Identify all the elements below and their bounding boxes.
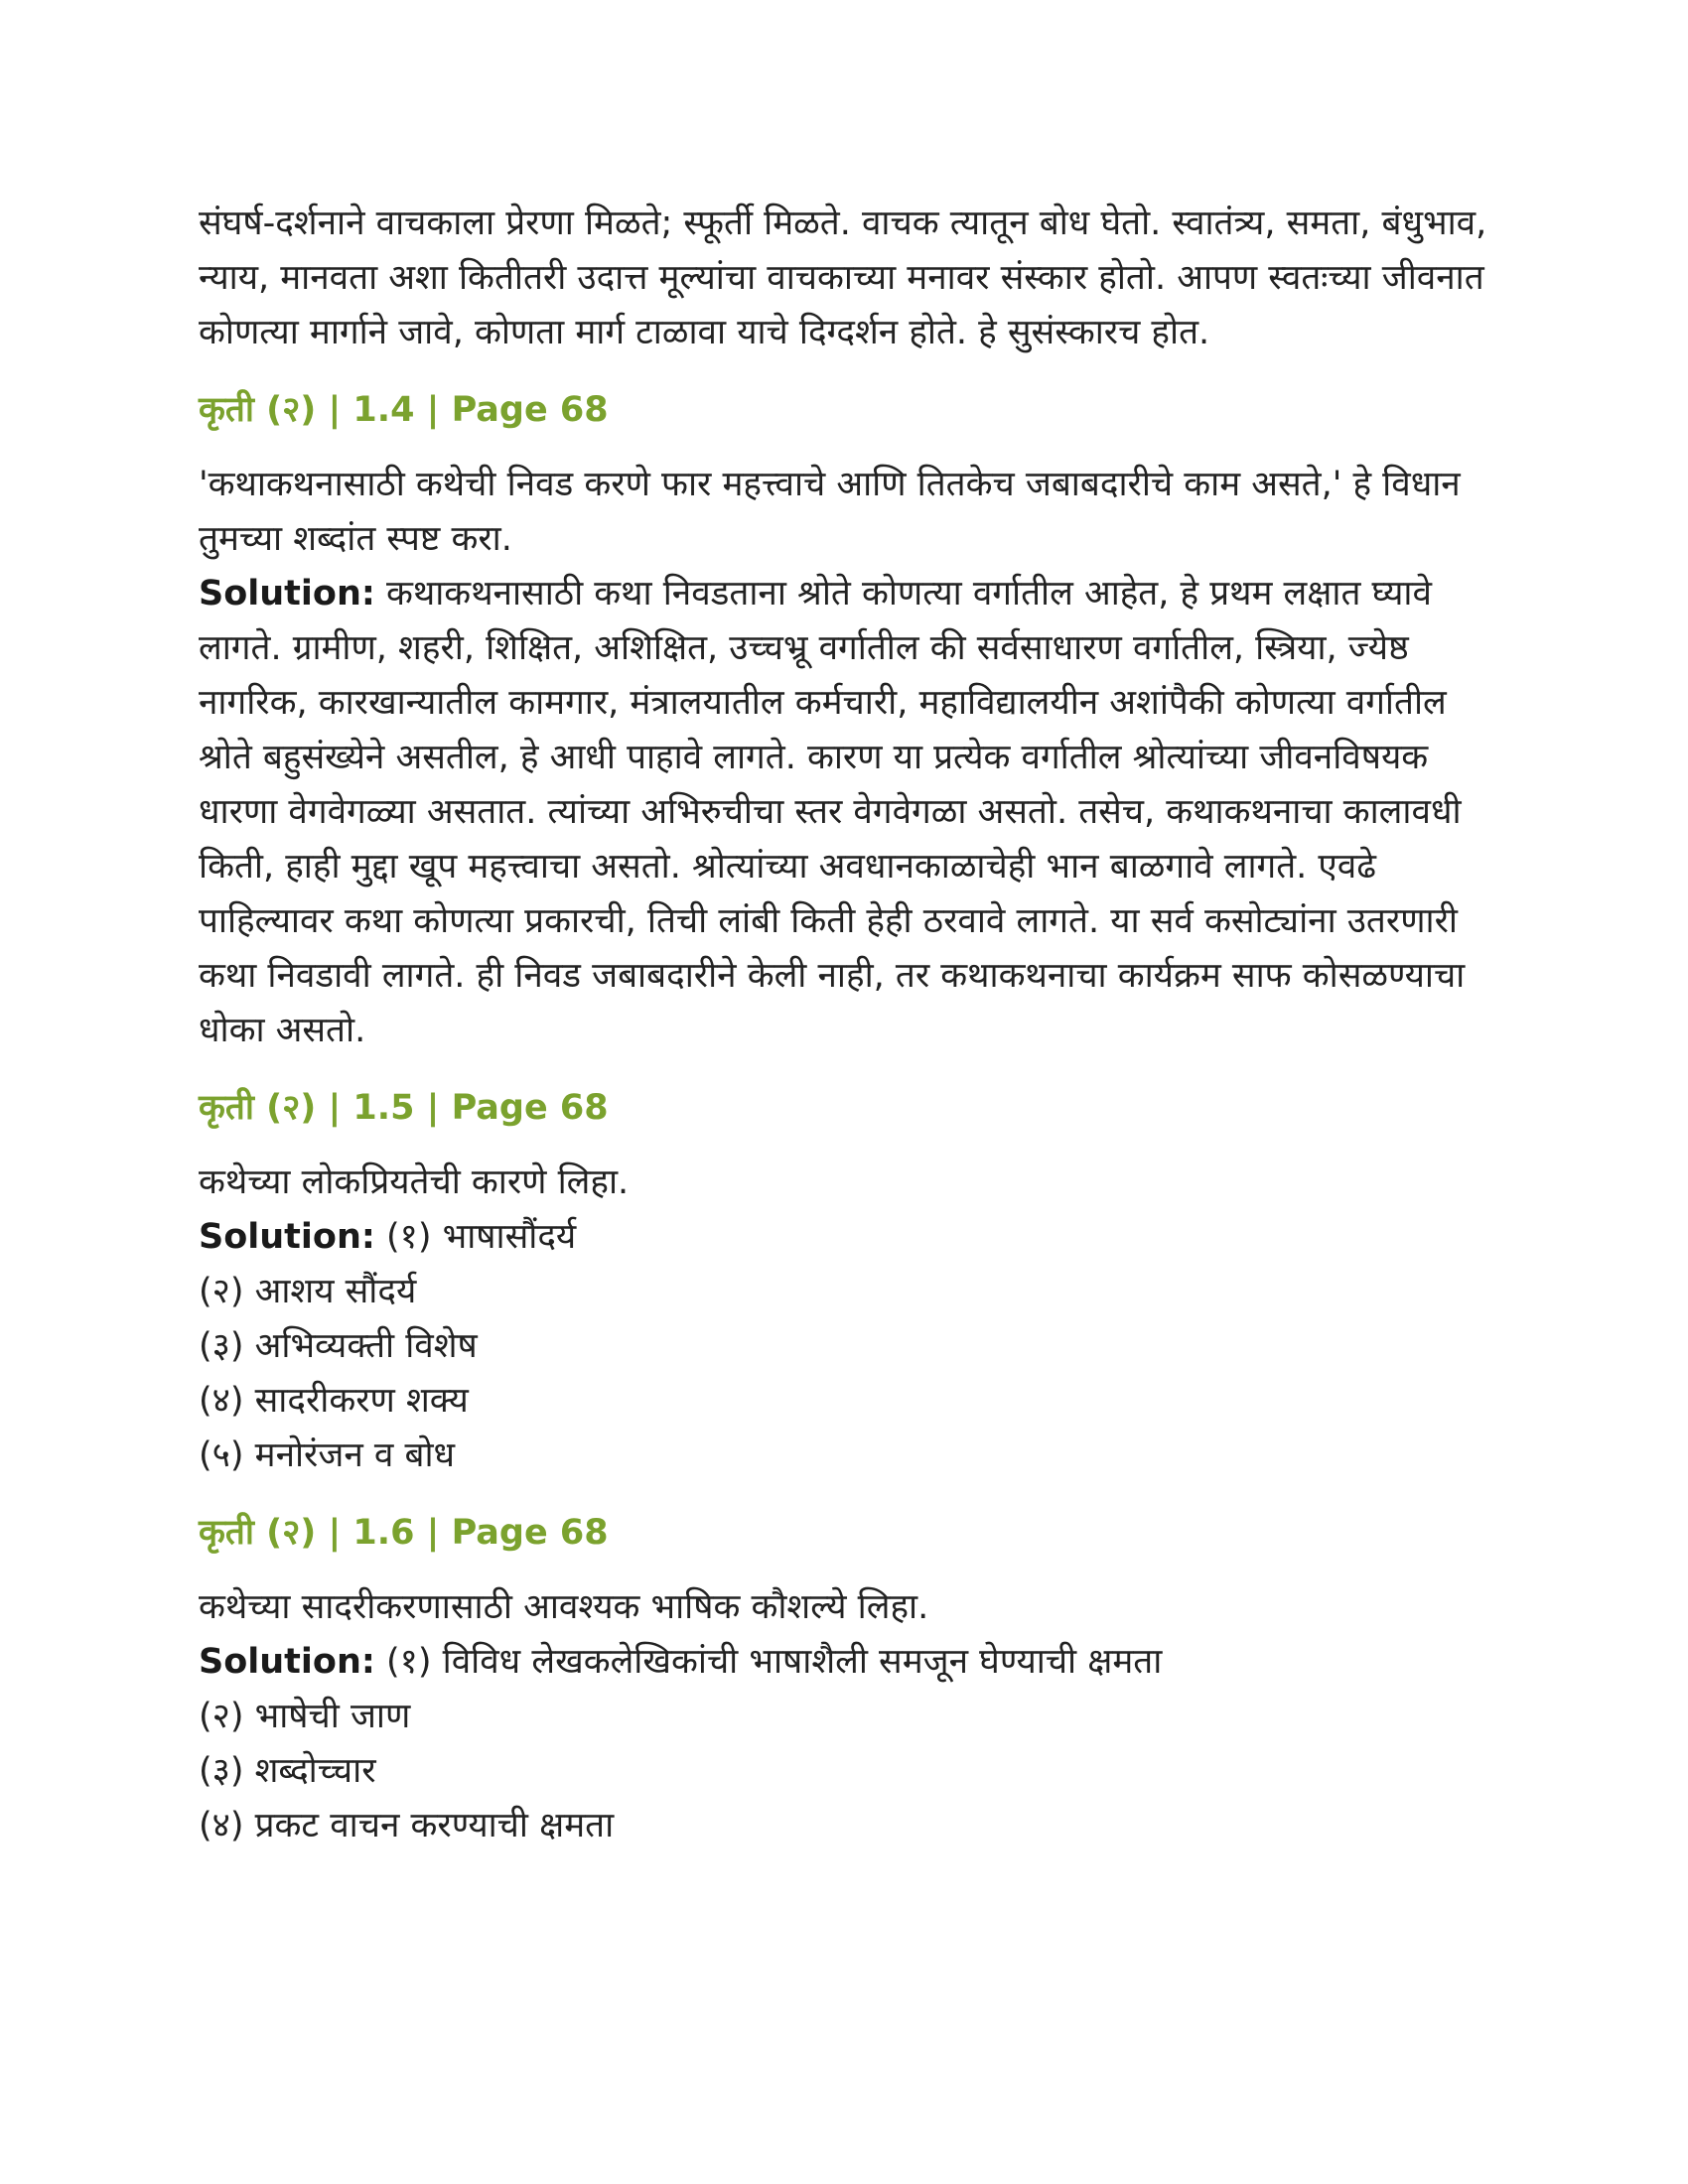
section-heading: कृती (२) | 1.4 | Page 68 [199,390,609,430]
solution-label: Solution: [199,1217,375,1257]
section-1-6 [199,1506,1489,1853]
document-page [199,197,1489,1853]
solution-block [199,1635,1489,1690]
intro-paragraph: संघर्ष-दर्शनाने वाचकाला प्रेरणा मिळते; स्फूर्ती मिळते. वाचक त्यातून बोध घेतो. स्वातंत्र्य, समता, बंधुभाव, न्याय, मानवता अशा कितीतरी उदात्त मूल्यांचा वाचकाच्या मनावर संस्कार होतो. आपण स्वतःच्या जीवनात कोणत्या मार्गाने जावे, कोणता मार्ग टाळावा याचे दिग्दर्शन होते. हे सुसंस्कारच होत. [199,204,1487,352]
section-1-5 [199,1081,1489,1483]
solution-label: Solution: [199,1642,375,1682]
section-heading: कृती (२) | 1.5 | Page 68 [199,1088,609,1128]
solution-item: (५) मनोरंजन व बोध [199,1435,456,1475]
solution-text: कथाकथनासाठी कथा निवडताना श्रोते कोणत्या वर्गातील आहेत, हे प्रथम लक्षात घ्यावे लागते. ग्रामीण, शहरी, शिक्षित, अशिक्षित, उच्चभ्रू वर्गातील की सर्वसाधारण वर्गातील, स्त्रिया, ज्येष्ठ नागरिक, कारखान्यातील कामगार, मंत्रालयातील कर्मचारी, महाविद्यालयीन अशांपैकी कोणत्या वर्गातील श्रोते बहुसंख्येने असतील, हे आधी पाहावे लागते. कारण या प्रत्येक वर्गातील श्रोत्यांच्या जीवनविषयक धारणा वेगवेगळ्या असतात. त्यांच्या अभिरुचीचा स्तर वेगवेगळा असतो. तसेच, कथाकथनाचा कालावधी किती, हाही मुद्दा खूप महत्त्वाचा असतो. श्रोत्यांच्या अवधानकाळाचेही भान बाळगावे लागते. एवढे पाहिल्यावर कथा कोणत्या प्रकारची, तिची लांबी किती हेही ठरवावे लागते. या सर्व कसोट्यांना उतरणारी कथा निवडावी लागते. ही निवड जबाबदारीने केली नाही, तर कथाकथनाचा कार्यक्रम साफ कोसळण्याचा धोका असतो. [199,574,1466,1050]
question-text: कथेच्या सादरीकरणासाठी आवश्यक भाषिक कौशल्ये लिहा. [199,1587,929,1627]
solution-label: Solution: [199,574,375,614]
question-text: 'कथाकथनासाठी कथेची निवड करणे फार महत्त्वाचे आणि तितकेच जबाबदारीचे काम असते,' हे विधान तुमच्या शब्दांत स्पष्ट करा. [199,465,1461,559]
question-text: कथेच्या लोकप्रियतेची कारणे लिहा. [199,1162,630,1202]
solution-item: (३) अभिव्यक्ती विशेष [199,1326,478,1366]
section-1-4 [199,383,1489,1058]
solution-item: (२) आशय सौंदर्य [199,1272,417,1311]
solution-item: (३) शब्दोच्चार [199,1751,376,1791]
solution-block [199,567,1489,1058]
solution-item: (४) सादरीकरण शक्य [199,1381,469,1421]
solution-item: (२) भाषेची जाण [199,1697,411,1736]
section-heading: कृती (२) | 1.6 | Page 68 [199,1513,609,1553]
solution-item: (१) भाषासौंदर्य [386,1217,577,1257]
solution-item: (४) प्रकट वाचन करण्याची क्षमता [199,1806,615,1845]
solution-item: (१) विविध लेखकलेखिकांची भाषाशैली समजून घेण्याची क्षमता [386,1642,1163,1682]
solution-block [199,1210,1489,1265]
